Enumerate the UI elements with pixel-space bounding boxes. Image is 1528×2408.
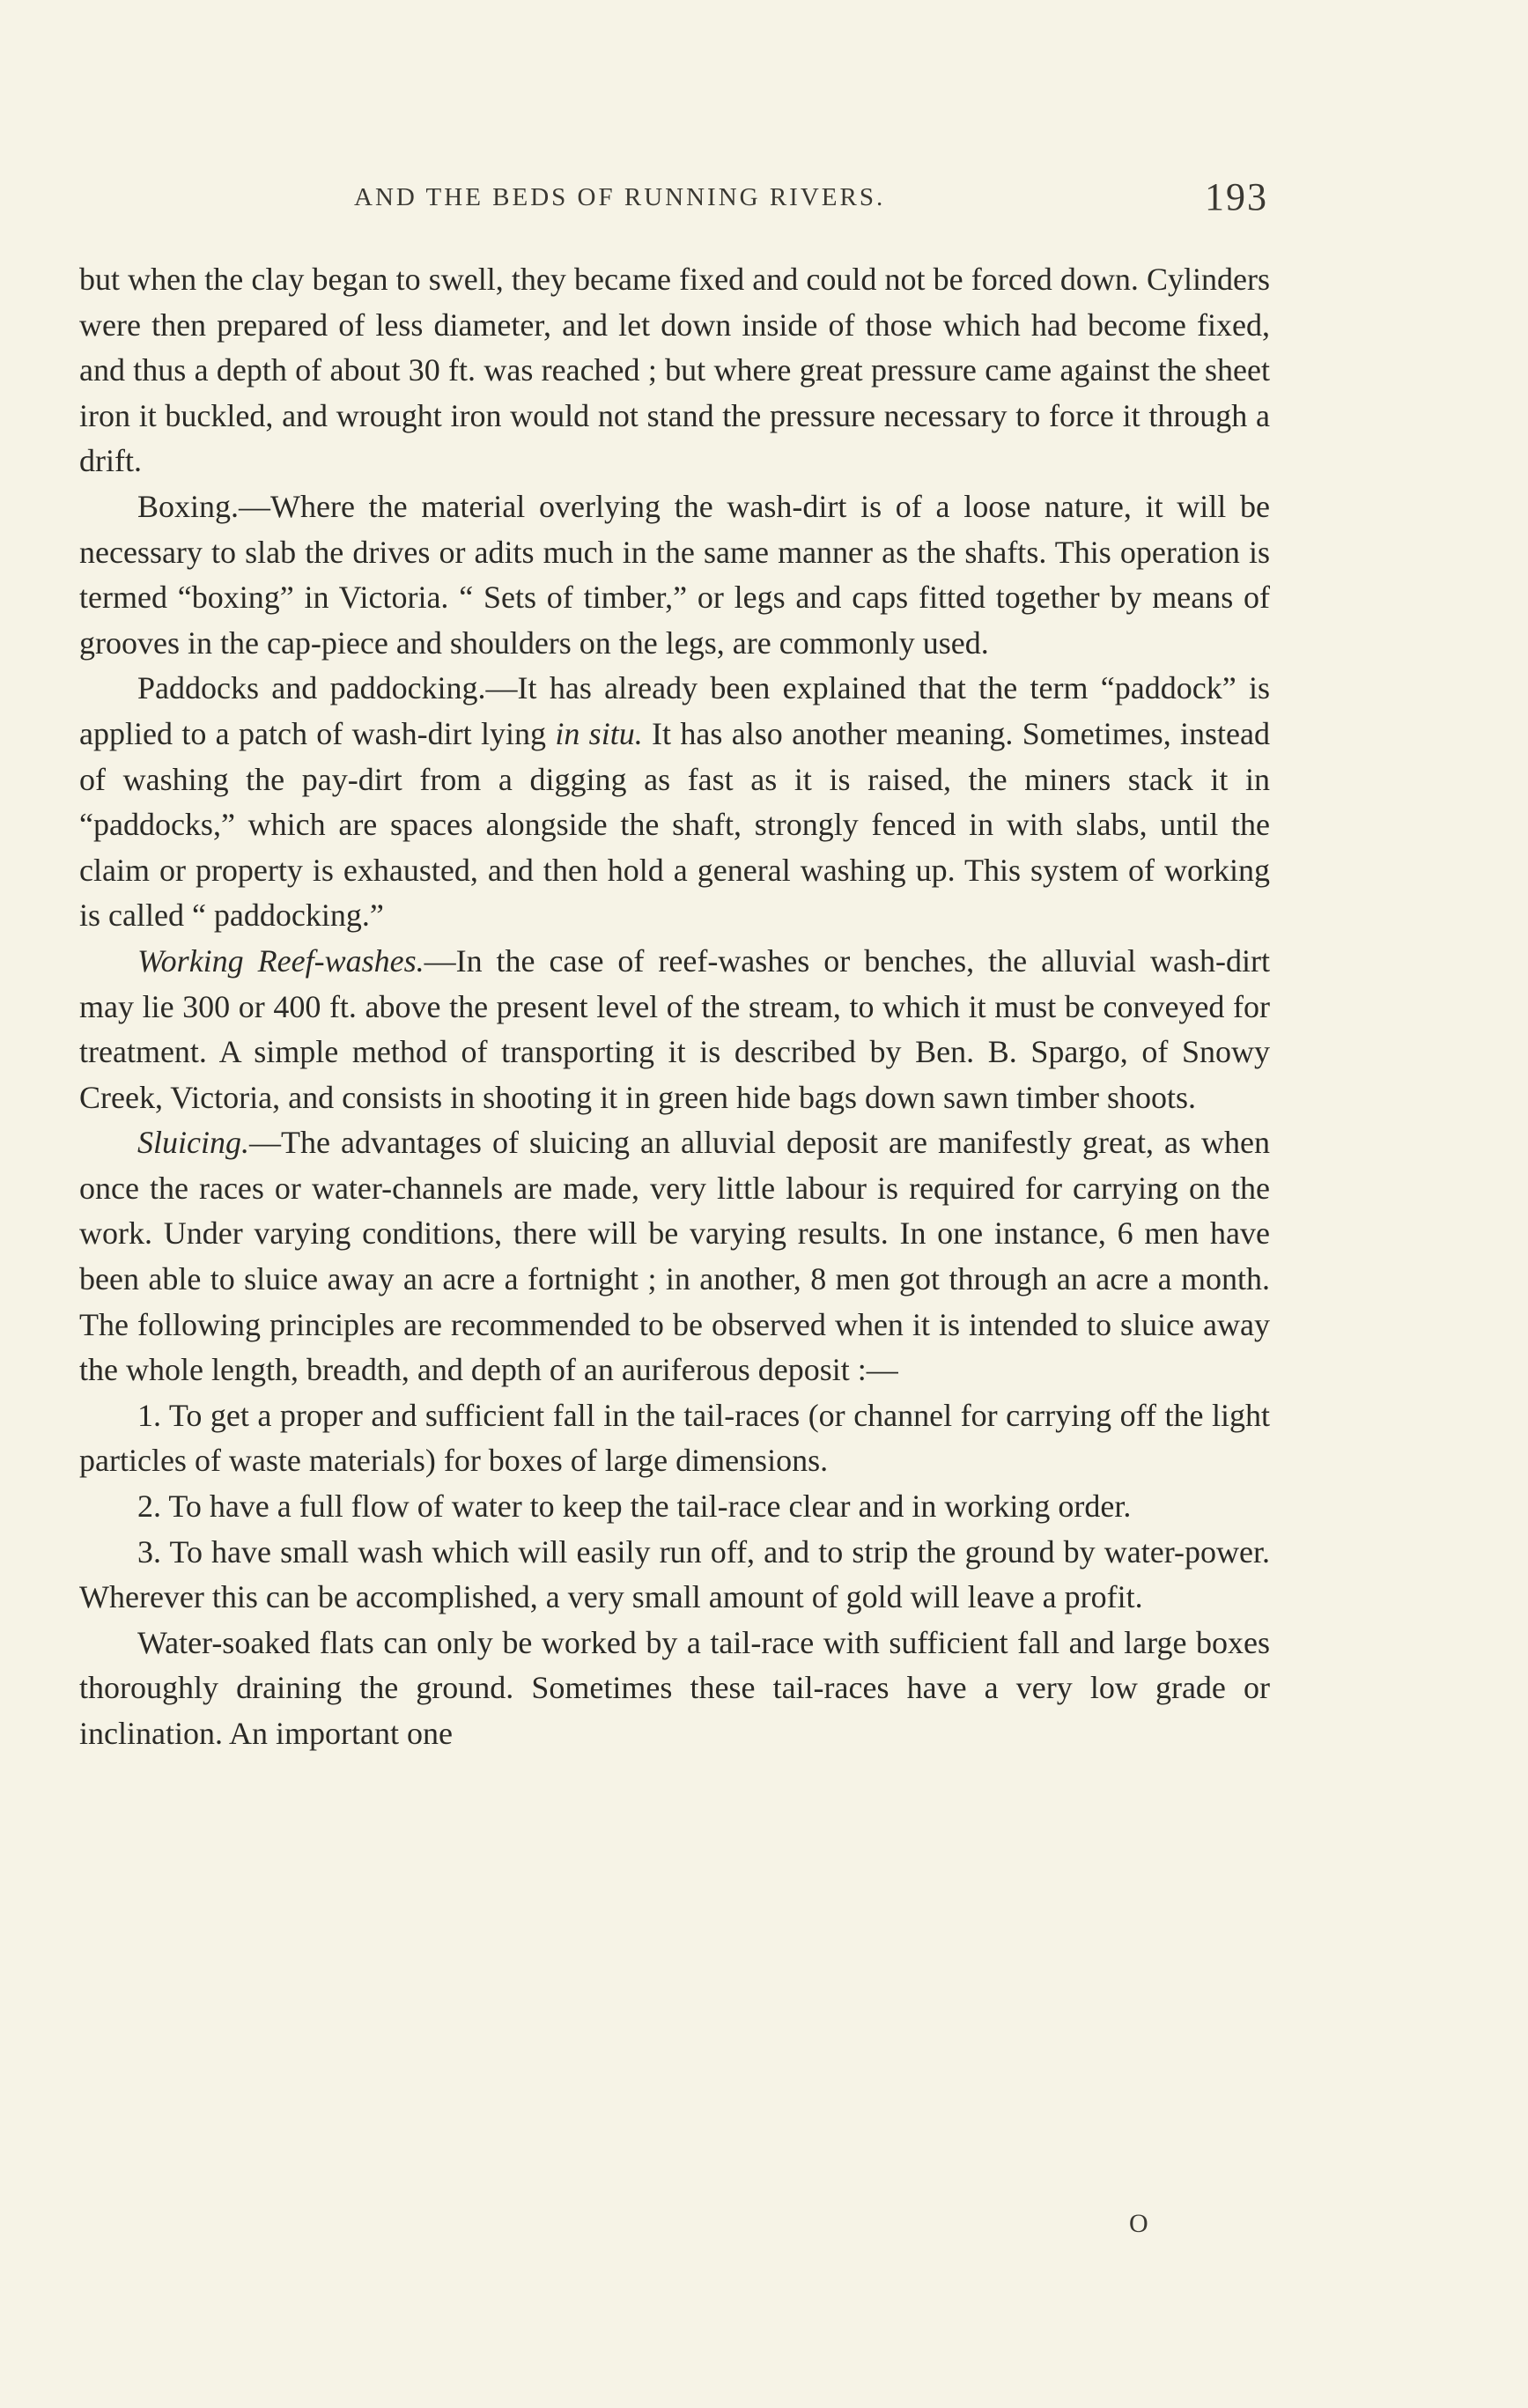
signature-mark: O	[1129, 2209, 1148, 2238]
page-header	[79, 174, 1268, 227]
running-head: AND THE BEDS OF RUNNING RIVERS.	[354, 183, 886, 211]
paragraph-text: —The advantages of sluicing an alluvial deposit are manifestly great, as when once the races or water-channels are made, very little labour is required for carrying on the work. Under varying conditions, there will be varying results. In one instance, 6 men have been able to sluice away an acre a fortnight ; in another, 8 men got through an acre a month. The following principles are recommended to be observed when it is intended to sluice away the whole length, breadth, and depth of an auriferous deposit :—	[79, 1125, 1270, 1388]
paragraph-water-soaked	[79, 1621, 1270, 1757]
list-item-3	[79, 1530, 1270, 1621]
paragraph-text: —In the case of reef-washes or benches, the alluvial wash-dirt may lie 300 or 400 ft. above the present level of the stream, to which it must be conveyed for treatment. A simple method of transporting it is described by Ben. B. Spargo, of Snowy Creek, Victoria, and consists in shooting it in green hide bags down sawn timber shoots.	[79, 942, 1270, 1115]
paragraph-lead: Sluicing.	[137, 1125, 249, 1161]
paragraph-text: but when the clay began to swell, they became fixed and could not be forced down. Cylinders were then prepared of less diameter, and let down inside of those which had become fixed, and thus a depth of about 30 ft. was reached ; but where great pressure came against the sheet iron it buckled, and wrought iron would not stand the pressure necessary to force it through a drift.	[79, 262, 1270, 479]
paragraph-lead: Working Reef-washes.	[137, 942, 424, 979]
body-text	[79, 257, 1270, 1757]
paragraph-sluicing	[79, 1120, 1270, 1393]
page-number: 193	[1205, 175, 1268, 218]
list-item-1	[79, 1393, 1270, 1484]
paragraph-paddocks	[79, 666, 1270, 939]
paragraph-continuation	[79, 257, 1270, 484]
paragraph-text: It has also another meaning. Sometimes, instead of washing the pay-dirt from a digging as fast as it is raised, the miners stack it in “paddocks,” which are spaces alongside the shaft, strongly fenced in with slabs, until the claim or property is exhausted, and then hold a general washing up. This system of working is called “ paddocking.”	[79, 715, 1271, 934]
paragraph-text: Boxing.—Where the material overlying the wash-dirt is of a loose nature, it will be necessary to slab the drives or adits much in the same manner as the shafts. This operation is termed “boxing” in Victoria. “ Sets of timber,” or legs and caps fitted together by means of grooves in the cap-piece and shoulders on the legs, are commonly used.	[79, 488, 1270, 661]
paragraph-text: Water-soaked flats can only be worked by a tail-race with sufficient fall and large boxes thoroughly draining the ground. Sometimes these tail-races have a very low grade or inclination. An important one	[79, 1624, 1270, 1751]
list-item-2	[79, 1484, 1270, 1530]
paragraph-text: 2. To have a full flow of water to keep the tail-race clear and in working order.	[137, 1488, 1132, 1525]
paragraph-reef-washes	[79, 939, 1270, 1120]
paragraph-text: 1. To get a proper and sufficient fall in the tail-races (or channel for carrying off the light particles of waste materials) for boxes of large dimensions.	[79, 1397, 1270, 1479]
italic-term: in situ.	[555, 715, 643, 751]
paragraph-text: Paddocks and paddocking.—It has already been explained that the term “paddock” is applied to a patch of wash-dirt lying	[79, 670, 1270, 751]
paragraph-boxing	[79, 484, 1270, 666]
paragraph-text: 3. To have small wash which will easily run off, and to strip the ground by water-power. Wherever this can be accomplished, a very small amount of gold will leave a profit.	[79, 1533, 1270, 1615]
